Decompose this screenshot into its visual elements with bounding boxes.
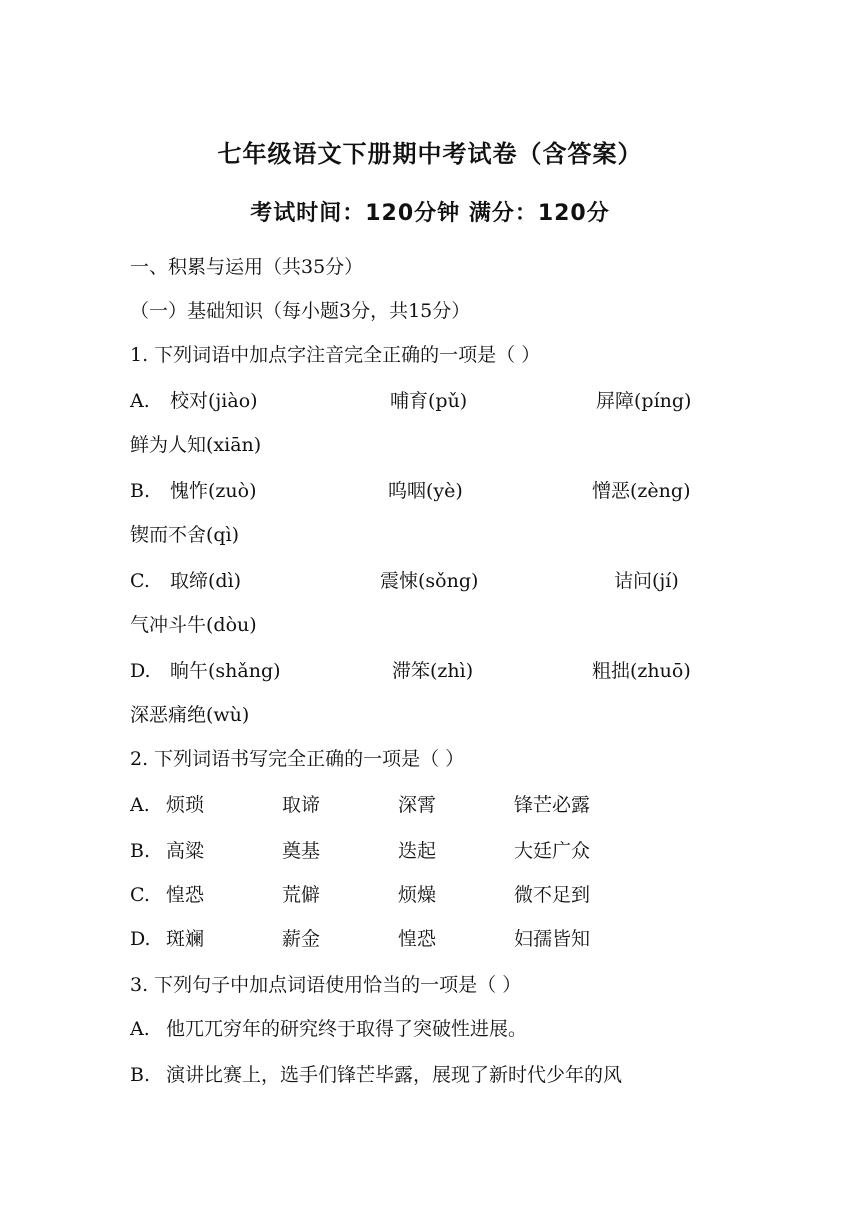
option-label: A. — [130, 794, 150, 816]
option-label: B. — [130, 1064, 151, 1086]
option-item: 屏障(píng) — [596, 390, 692, 412]
option-item: 取缔(dì) — [170, 570, 242, 592]
option-label: C. — [130, 884, 150, 906]
option-label: D. — [130, 660, 151, 682]
option-item: 微不足到 — [514, 884, 591, 906]
option-item: 惶恐 — [398, 928, 437, 950]
subsection-heading: （一）基础知识（每小题3分，共15分） — [130, 300, 471, 322]
option-item: 粗拙(zhuō) — [592, 660, 691, 682]
question-3-stem: 3. 下列句子中加点词语使用恰当的一项是（ ） — [130, 974, 522, 996]
option-item: 呜咽(yè) — [388, 480, 463, 502]
option-item: 愧怍(zuò) — [170, 480, 257, 502]
section-heading: 一、积累与运用（共35分） — [130, 256, 364, 278]
question-2-stem: 2. 下列词语书写完全正确的一项是（ ） — [130, 748, 465, 770]
option-label: A. — [130, 390, 150, 412]
option-item: 斑斓 — [166, 928, 205, 950]
option-item: 迭起 — [398, 840, 437, 862]
option-item: 深霄 — [398, 794, 437, 816]
option-item: 烦燥 — [398, 884, 437, 906]
option-text: 演讲比赛上，选手们锋芒毕露，展现了新时代少年的风 — [166, 1064, 623, 1086]
option-item: 烦琐 — [166, 794, 205, 816]
option-label: C. — [130, 570, 150, 592]
exam-time-score: 考试时间：120分钟 满分：120分 — [250, 201, 610, 226]
q1-option-a-continued: 鲜为人知(xiān) — [130, 434, 262, 456]
option-label: A. — [130, 1018, 150, 1040]
option-item: 荒僻 — [282, 884, 321, 906]
page-title: 七年级语文下册期中考试卷（含答案） — [217, 140, 643, 168]
option-label: B. — [130, 840, 151, 862]
question-1-stem: 1. 下列词语中加点字注音完全正确的一项是（ ） — [130, 344, 541, 366]
option-item: 滞笨(zhì) — [392, 660, 474, 682]
option-item: 取谛 — [282, 794, 321, 816]
option-item: 奠基 — [282, 840, 321, 862]
option-item: 薪金 — [282, 928, 321, 950]
option-item: 妇孺皆知 — [514, 928, 591, 950]
option-item: 震悚(sǒng) — [380, 570, 479, 592]
q1-option-c-continued: 气冲斗牛(dòu) — [130, 614, 257, 636]
option-item: 哺育(pǔ) — [390, 390, 468, 412]
option-text: 他兀兀穷年的研究终于取得了突破性进展。 — [166, 1018, 528, 1040]
option-item: 惶恐 — [166, 884, 205, 906]
option-item: 诘问(jí) — [614, 570, 679, 592]
q1-option-d-continued: 深恶痛绝(wù) — [130, 704, 250, 726]
option-label: B. — [130, 480, 151, 502]
option-item: 晌午(shǎng) — [170, 660, 281, 682]
option-item: 校对(jiào) — [170, 390, 258, 412]
option-item: 大廷广众 — [514, 840, 591, 862]
option-item: 憎恶(zèng) — [592, 480, 691, 502]
option-label: D. — [130, 928, 151, 950]
q1-option-b-continued: 锲而不舍(qì) — [130, 524, 240, 546]
option-item: 锋芒必露 — [514, 794, 591, 816]
option-item: 高粱 — [166, 840, 205, 862]
